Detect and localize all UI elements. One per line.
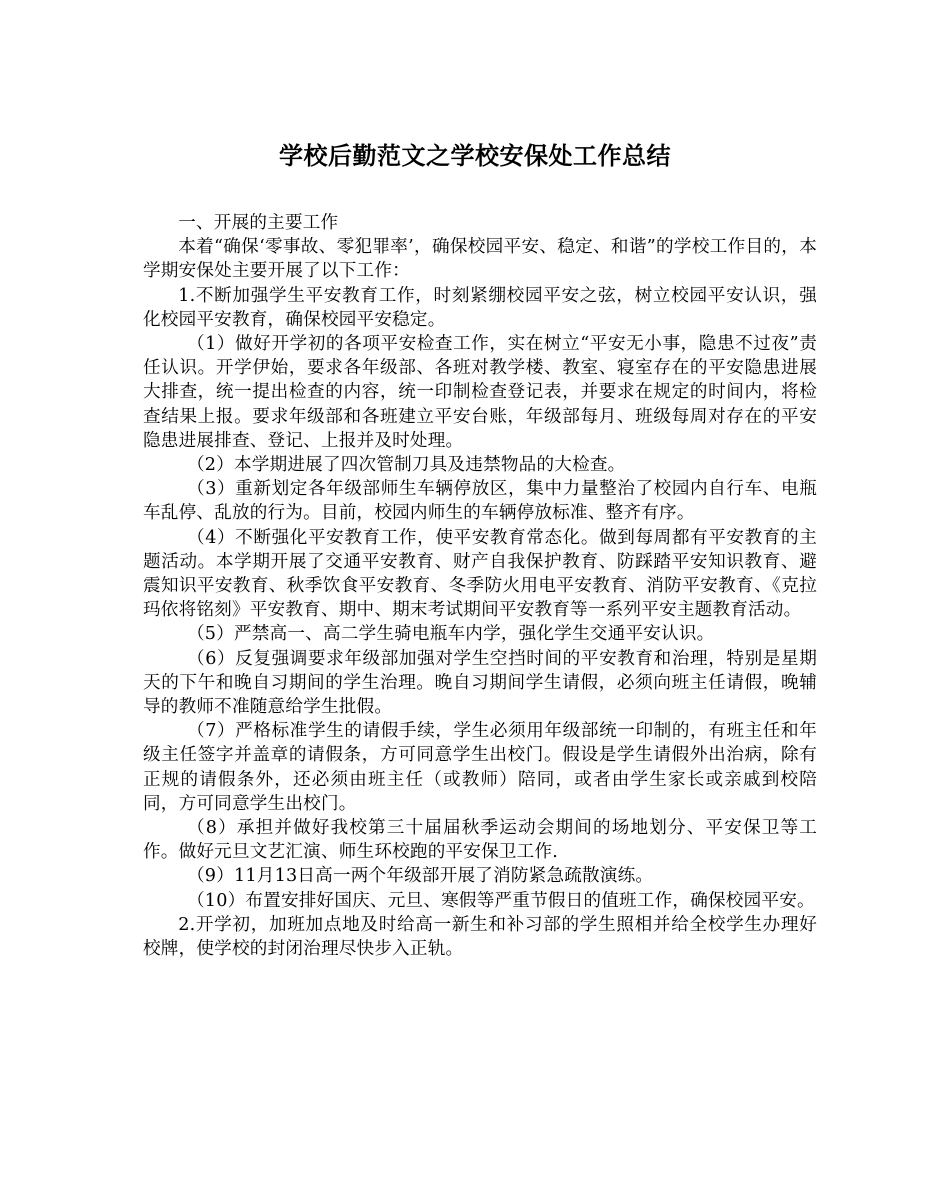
section-heading: 一、开展的主要工作 xyxy=(178,213,339,233)
paragraph: （9）11月13日高一两个年级部开展了消防紧急疏散演练。 xyxy=(187,866,654,887)
paragraph: 2.开学初，加班加点地及时给高一新生和补习部的学生照相并给全校学生办理好校牌，使学校的封闭治理尽快步入正轨。 xyxy=(143,914,817,960)
paragraph: 本着“确保‘零事故、零犯罪率’，确保校园平安、稳定、和谐”的学校工作目的，本学期安保处主要开展了以下工作： xyxy=(143,237,817,282)
paragraph: 1.不断加强学生平安教育工作，时刻紧绷校园平安之弦，树立校园平安认识，强化校园平安教育，确保校园平安稳定。 xyxy=(143,285,817,330)
paragraph: （2）本学期进展了四次管制刀具及违禁物品的大检查。 xyxy=(187,455,626,476)
document-body xyxy=(143,211,817,961)
document-title: 学校后勤范文之学校安保处工作总结 xyxy=(279,141,671,170)
paragraph: （5）严禁高一、高二学生骑电瓶车内学，强化学生交通平安认识。 xyxy=(187,624,715,645)
paragraph: （1）做好开学初的各项平安检查工作，实在树立“平安无小事，隐患不过夜”责任认识。开学伊始，要求各年级部、各班对教学楼、教室、寝室存在的平安隐患进展大排查，统一提出检查的内容，统一印制检查登记表，并要求在规定的时间内，将检查结果上报。要求年级部和各班建立平安台账，年级部每月、班级每周对存在的平安隐患进展排查、登记、上报并及时处理。 xyxy=(143,334,817,451)
paragraph: （4）不断强化平安教育工作，使平安教育常态化。做到每周都有平安教育的主题活动。本学期开展了交通平安教育、财产自我保护教育、防踩踏平安知识教育、避震知识平安教育、秋季饮食平安教育、冬季防火用电平安教育、消防平安教育、《克拉玛依将铭刻》平安教育、期中、期末考试期间平安教育等一系列平安主题教育活动。 xyxy=(143,527,817,621)
paragraph: （7）严格标准学生的请假手续，学生必须用年级部统一印制的，有班主任和年级主任签字并盖章的请假条，方可同意学生出校门。假设是学生请假外出治病，除有正规的请假条外，还必须由班主任（或教师）陪同，或者由学生家长或亲戚到校陪同，方可同意学生出校门。 xyxy=(143,721,817,814)
paragraph: （6）反复强调要求年级部加强对学生空挡时间的平安教育和治理，特别是星期天的下午和晚自习期间的学生治理。晚自习期间学生请假，必须向班主任请假，晚辅导的教师不准随意给学生批假。 xyxy=(143,648,817,718)
paragraph: （10）布置安排好国庆、元旦、寒假等严重节假日的值班工作，确保校园平安。 xyxy=(187,890,815,911)
paragraph: （8）承担并做好我校第三十届届秋季运动会期间的场地划分、平安保卫等工作。做好元旦文艺汇演、师生环校跑的平安保卫工作. xyxy=(143,818,817,863)
paragraph: （3）重新划定各年级部师生车辆停放区，集中力量整治了校园内自行车、电瓶车乱停、乱放的行为。目前，校园内师生的车辆停放标准、整齐有序。 xyxy=(143,479,817,524)
